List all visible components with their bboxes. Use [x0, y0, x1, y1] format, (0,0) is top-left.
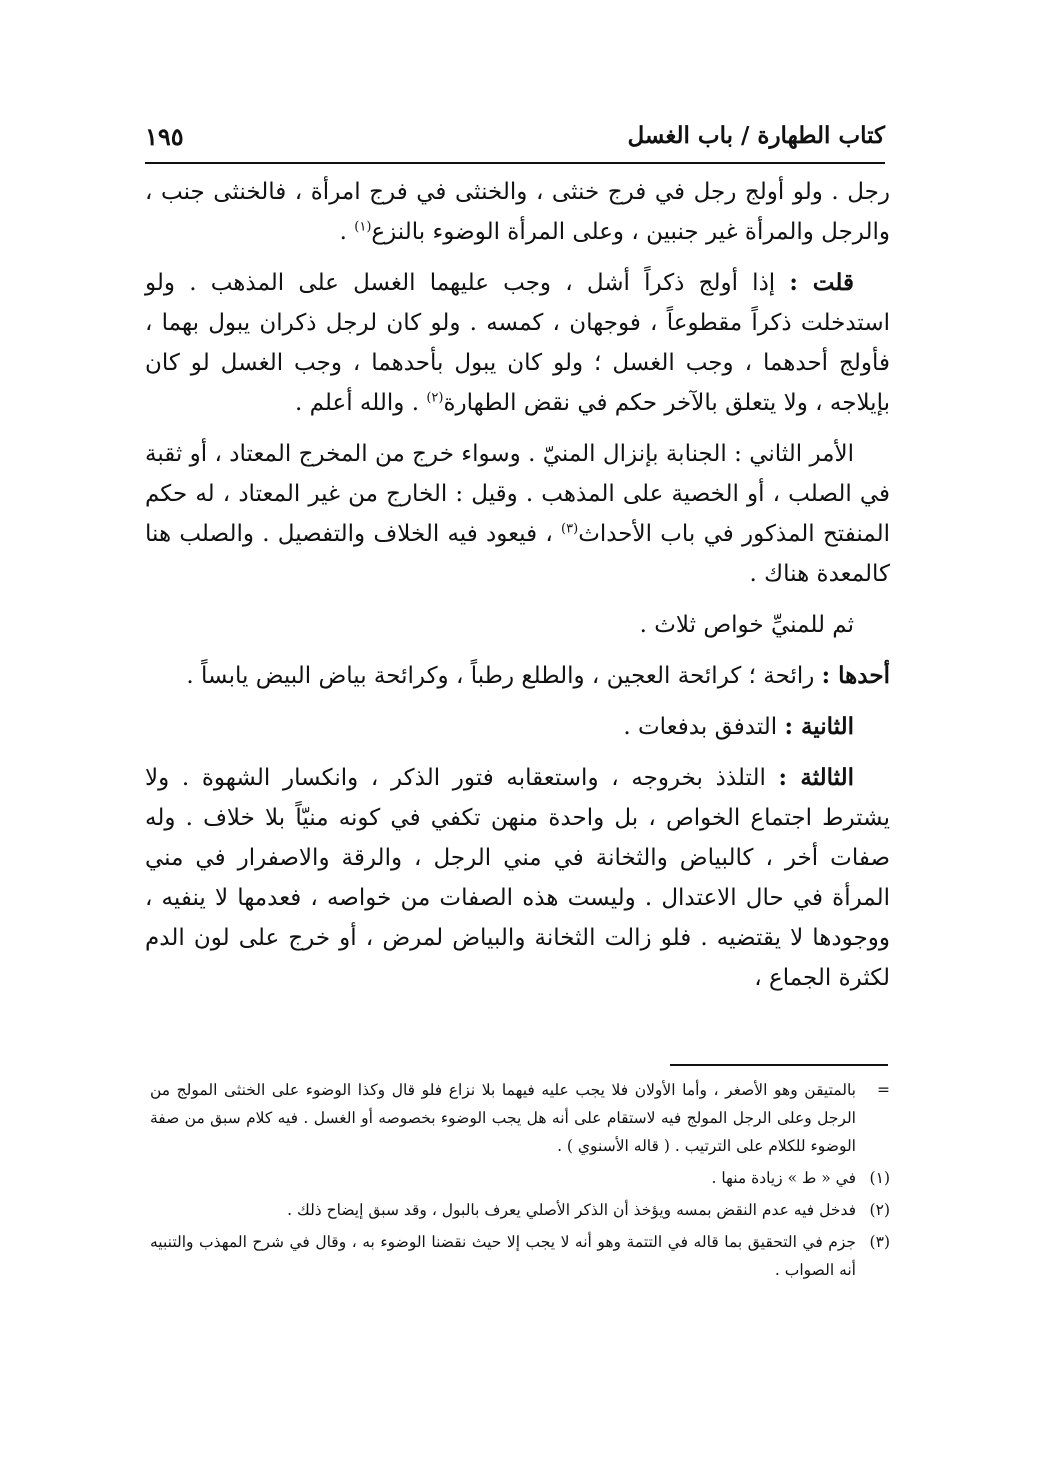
footnote-marker: (٢)	[869, 1201, 890, 1219]
footnote-marker: =	[877, 1081, 890, 1099]
paragraph-lead: الثانية :	[784, 713, 854, 740]
paragraph-tail: ، فيعود فيه الخلاف والتفصيل . والصلب هنا كالمعدة هناك .	[145, 521, 890, 587]
paragraph	[145, 172, 890, 252]
paragraph-text: إذا أولج ذكراً أشل ، وجب عليهما الغسل على المذهب . ولو استدخلت ذكراً مقطوعاً ، فوجهان ، كمسه . ولو كان لرجل ذكران يبول بهما ، فأولج أحدهما ، وجب الغسل ؛ ولو كان يبول بأحدهما ، وجب الغسل لو كان بإيلاجه ، ولا يتعلق بالآخر حكم في نقض الطهارة	[145, 270, 890, 416]
footnote-ref: (٢)	[426, 390, 444, 406]
paragraph-lead: الثالثة :	[778, 764, 854, 791]
footnote	[150, 1076, 890, 1160]
footnote-divider	[670, 1064, 888, 1066]
main-text	[145, 172, 890, 1009]
paragraph-text: التلذذ بخروجه ، واستعقابه فتور الذكر ، وانكسار الشهوة . ولا يشترط اجتماع الخواص ، بل واحدة منهن تكفي في كونه منيّاً بلا خلاف . وله صفات أخر ، كالبياض والثخانة في مني الرجل ، والرقة والاصفرار في مني المرأة في حال الاعتدال . وليست هذه الصفات من خواصه ، فعدمها لا ينفيه ، ووجودها لا يقتضيه . فلو زالت الثخانة والبياض لمرض ، أو خرج على لون الدم لكثرة الجماع ،	[145, 765, 890, 991]
footnotes	[150, 1076, 890, 1288]
footnote-text: في « ط » زيادة منها .	[711, 1169, 856, 1187]
footnote-text: بالمتيقن وهو الأصغر ، وأما الأولان فلا يجب عليه فيهما بلا نزاع فلو قال وكذا الوضوء على الخنثى المولج من الرجل وعلى الرجل المولج فيه لاستقام على أنه هل يجب الوضوء بخصوصه أو الغسل . فيه كلام سبق من صفة الوضوء للكلام على الترتيب . ( قاله الأسنوي ) .	[150, 1081, 856, 1155]
paragraph	[145, 263, 890, 423]
paragraph-text: التدفق بدفعات .	[623, 714, 785, 740]
paragraph-text: الأمر الثاني : الجنابة بإنزال المنيّ . وسواء خرج من المخرج المعتاد ، أو ثقبة في الصلب ، أو الخصية على المذهب . وقيل : الخارج من غير المعتاد ، له حكم المنفتح المذكور في باب الأحداث	[145, 441, 890, 547]
paragraph-text: رجل . ولو أولج رجل في فرج خنثى ، والخنثى في فرج امرأة ، فالخنثى جنب ، والرجل والمرأة غير جنبين ، وعلى المرأة الوضوء بالنزع	[145, 179, 890, 245]
paragraph	[145, 434, 890, 594]
footnote	[150, 1164, 890, 1192]
footnote	[150, 1196, 890, 1224]
paragraph-lead: قلت :	[789, 269, 854, 296]
paragraph-text: ثم للمنيِّ خواص ثلاث .	[639, 612, 854, 638]
chapter-title: كتاب الطهارة / باب الغسل	[627, 122, 885, 149]
paragraph	[145, 656, 890, 696]
paragraph	[145, 707, 890, 747]
footnote-ref: (٣)	[561, 521, 579, 537]
footnote-marker: (٣)	[869, 1233, 890, 1251]
page-number: ١٩٥	[145, 122, 184, 151]
footnote-marker: (١)	[869, 1169, 890, 1187]
paragraph	[145, 758, 890, 998]
paragraph-text: رائحة ؛ كرائحة العجين ، والطلع رطباً ، وكرائحة بياض البيض يابساً .	[186, 663, 822, 689]
paragraph-tail: . والله أعلم .	[294, 390, 427, 416]
paragraph	[145, 605, 890, 645]
paragraph-lead: أحدها :	[821, 662, 890, 689]
footnote-text: فدخل فيه عدم النقض بمسه ويؤخذ أن الذكر الأصلي يعرف بالبول ، وقد سبق إيضاح ذلك .	[287, 1201, 856, 1219]
footnote-text: جزم في التحقيق بما قاله في التتمة وهو أنه لا يجب إلا حيث نقضنا الوضوء به ، وقال في شرح المهذب والتنبيه أنه الصواب .	[150, 1233, 856, 1279]
footnote-ref: (١)	[354, 219, 372, 235]
paragraph-tail: .	[339, 219, 355, 245]
running-header	[145, 118, 885, 164]
footnote	[150, 1228, 890, 1284]
